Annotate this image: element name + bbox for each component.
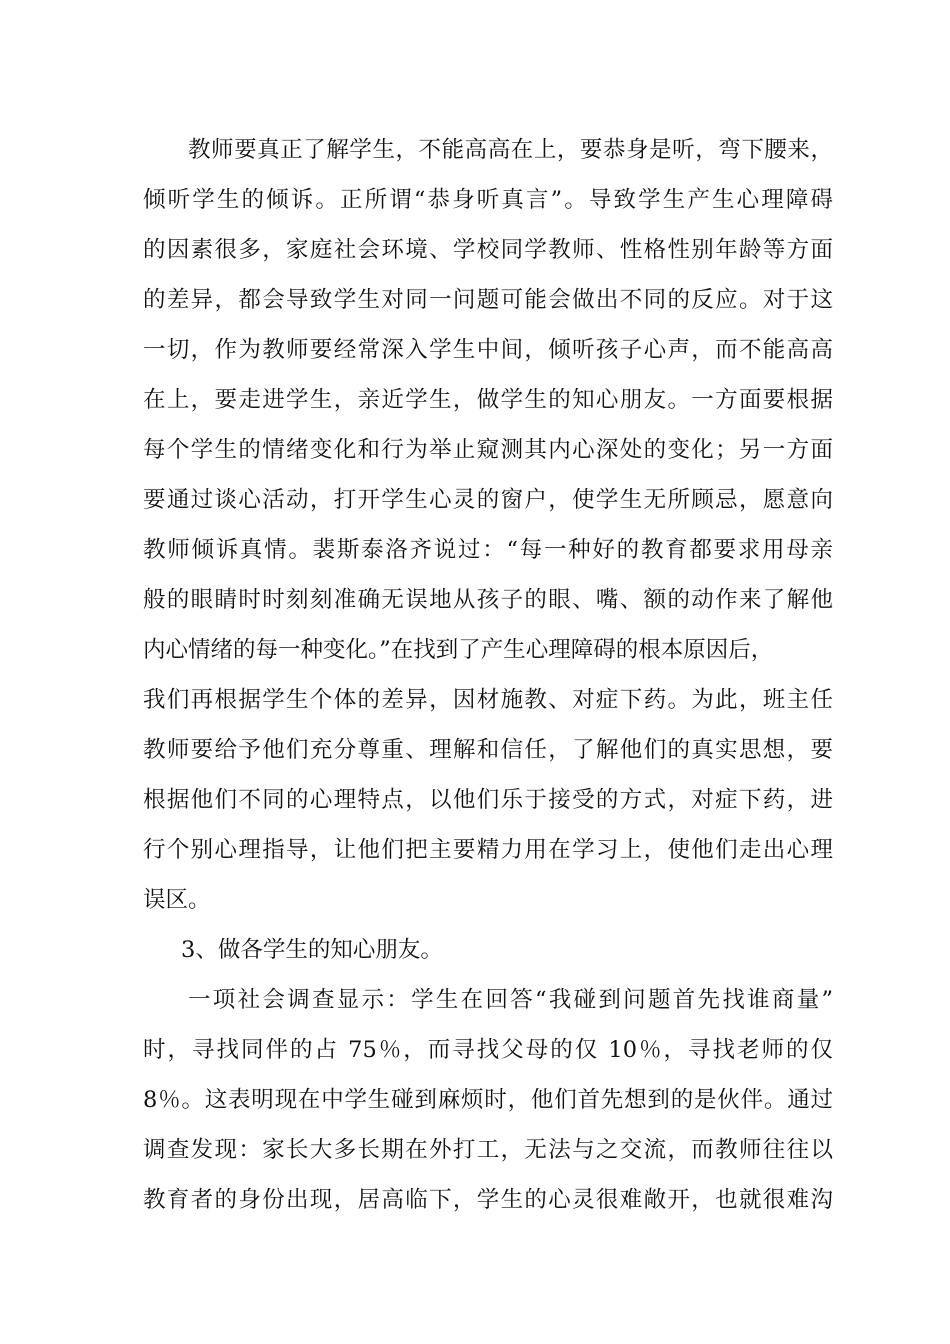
paragraph-line: 内心情绪的每一种变化。”在找到了产生心理障碍的根本原因后，: [143, 637, 774, 663]
paragraph-line: 要通过谈心活动，打开学生心灵的窗户，使学生无所顾忌，愿意向: [143, 487, 833, 513]
paragraph-line: 我们再根据学生个体的差异，因材施教、对症下药。为此，班主任: [143, 687, 833, 713]
paragraph-line: 的差异，都会导致学生对同一问题可能会做出不同的反应。对于这: [143, 287, 833, 313]
paragraph-line: 的因素很多，家庭社会环境、学校同学教师、性格性别年龄等方面: [143, 237, 833, 263]
paragraph-line: 行个别心理指导，让他们把主要精力用在学习上，使他们走出心理: [143, 837, 833, 863]
paragraph-line: 每个学生的情绪变化和行为举止窥测其内心深处的变化；另一方面: [143, 437, 833, 463]
paragraph-line: 8％。这表明现在中学生碰到麻烦时，他们首先想到的是伙伴。通过: [143, 1087, 833, 1113]
paragraph-line: 教师倾诉真情。裴斯泰洛齐说过：“每一种好的教育都要求用母亲: [143, 537, 833, 563]
paragraph-line: 般的眼睛时时刻刻准确无误地从孩子的眼、嘴、额的动作来了解他: [143, 587, 833, 613]
paragraph-line: 一切，作为教师要经常深入学生中间，倾听孩子心声，而不能高高: [143, 337, 833, 363]
body-text: [143, 125, 833, 1225]
paragraph-line: 在上，要走进学生，亲近学生，做学生的知心朋友。一方面要根据: [143, 387, 833, 413]
paragraph-line: 教师要给予他们充分尊重、理解和信任，了解他们的真实思想，要: [143, 737, 833, 763]
paragraph-line: 教育者的身份出现，居高临下，学生的心灵很难敞开，也就很难沟: [143, 1187, 833, 1213]
paragraph-line: 调查发现：家长大多长期在外打工，无法与之交流，而教师往往以: [143, 1137, 833, 1163]
paragraph-line: 时，寻找同伴的占 75％，而寻找父母的仅 10％，寻找老师的仅: [143, 1037, 833, 1063]
paragraph-line: 一项社会调查显示：学生在回答“我碰到问题首先找谁商量”: [188, 987, 833, 1013]
paragraph-line: 误区。: [143, 887, 211, 913]
paragraph-line: 倾听学生的倾诉。正所谓“恭身听真言”。导致学生产生心理障碍: [143, 187, 833, 213]
section-heading: 3、做各学生的知心朋友。: [181, 937, 443, 963]
paragraph-line: 根据他们不同的心理特点，以他们乐于接受的方式，对症下药，进: [143, 787, 833, 813]
paragraph-line: 教师要真正了解学生，不能高高在上，要恭身是听，弯下腰来，: [188, 137, 833, 163]
